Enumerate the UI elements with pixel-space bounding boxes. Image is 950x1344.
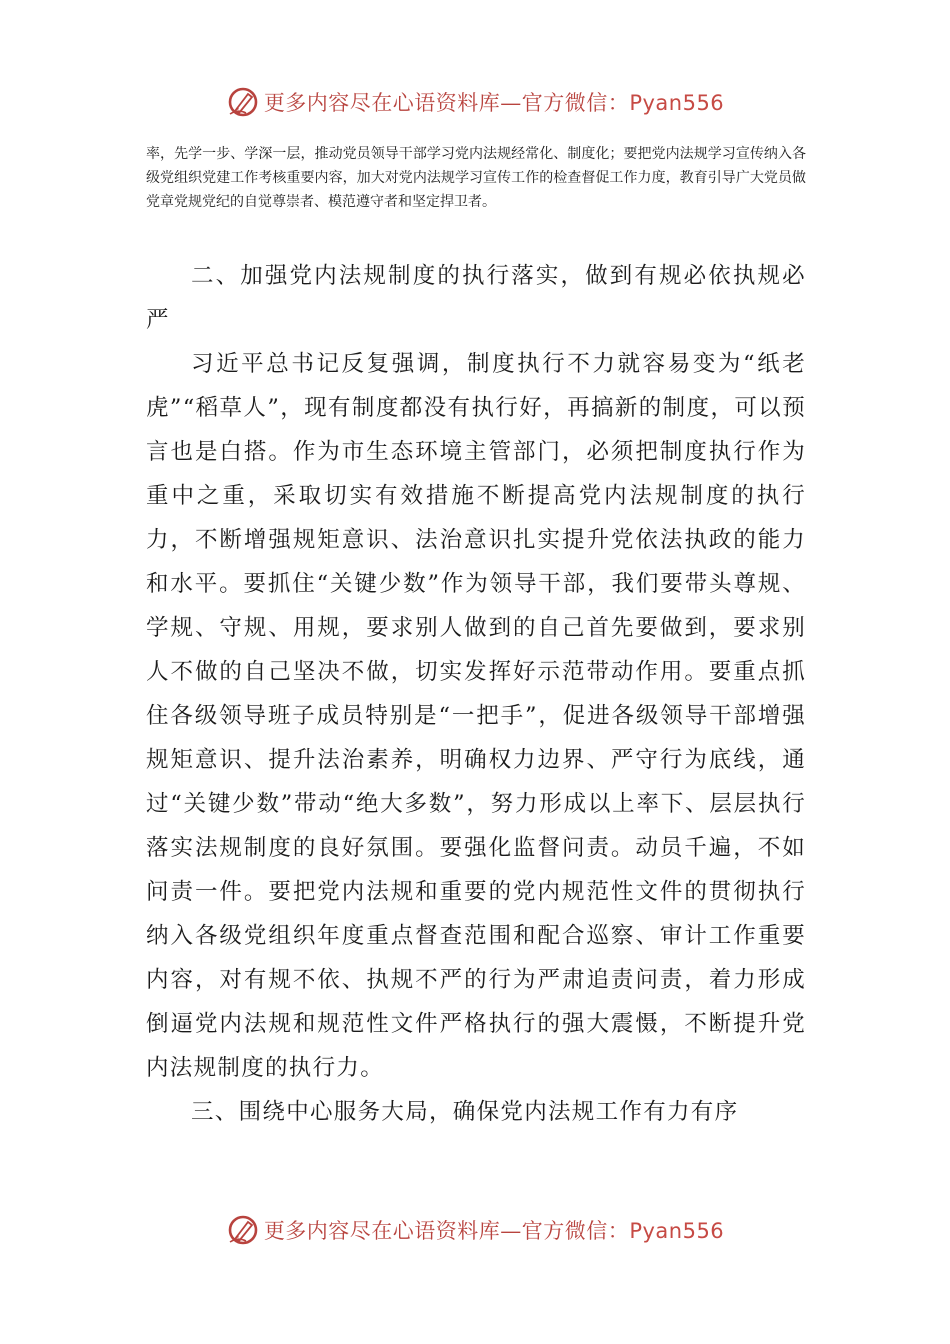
header-banner-label: 更多内容尽在心语资料库—官方微信：	[263, 91, 630, 115]
footer-banner	[0, 1210, 950, 1250]
footer-banner-text	[264, 1215, 724, 1245]
section-2-body: 习近平总书记反复强调，制度执行不力就容易变为“纸老虎”“稻草人”，现有制度都没有执行好，再搞新的制度，可以预言也是白搭。作为市生态环境主管部门，必须把制度执行作为重中之重，采取切实有效措施不断提高党内法规制度的执行力，不断增强规矩意识、法治意识扎实提升党依法执政的能力和水平。要抓住“关键少数”作为领导干部，我们要带头尊规、学规、守规、用规，要求别人做到的自己首先要做到，要求别人不做的自己坚决不做，切实发挥好示范带动作用。要重点抓住各级领导班子成员特别是“一把手”，促进各级领导干部增强规矩意识、提升法治素养，明确权力边界、严守行为底线，通过“关键少数”带动“绝大多数”，努力形成以上率下、层层执行落实法规制度的良好氛围。要强化监督问责。动员千遍，不如问责一件。要把党内法规和重要的党内规范性文件的贯彻执行纳入各级党组织年度重点督查范围和配合巡察、审计工作重要内容，对有规不依、执规不严的行为严肃追责问责，着力形成倒逼党内法规和规范性文件严格执行的强大震慑，不断提升党内法规制度的执行力。	[146, 351, 806, 1081]
footer-banner-label: 更多内容尽在心语资料库—官方微信：	[263, 1219, 630, 1243]
header-banner-text	[264, 87, 724, 117]
pen-nib-circle-icon	[226, 1213, 260, 1247]
header-banner-handle: Pyan556	[629, 91, 725, 115]
section-2-heading: 二、加强党内法规制度的执行落实，做到有规必依执规必严	[146, 263, 806, 333]
pen-nib-circle-icon	[226, 85, 260, 119]
header-banner-inner	[226, 85, 724, 119]
footer-banner-inner	[226, 1213, 724, 1247]
header-banner	[0, 82, 950, 122]
section-3-heading: 三、围绕中心服务大局，确保党内法规工作有力有序	[191, 1099, 739, 1125]
continuation-paragraph: 率，先学一步、学深一层，推动党员领导干部学习党内法规经常化、制度化；要把党内法规学习宣传纳入各级党组织党建工作考核重要内容，加大对党内法规学习宣传工作的检查督促工作力度，教育引导广大党员做党章党规党纪的自觉尊崇者、模范遵守者和坚定捍卫者。	[146, 146, 806, 211]
footer-banner-handle: Pyan556	[629, 1219, 725, 1243]
document-body	[146, 254, 806, 1134]
